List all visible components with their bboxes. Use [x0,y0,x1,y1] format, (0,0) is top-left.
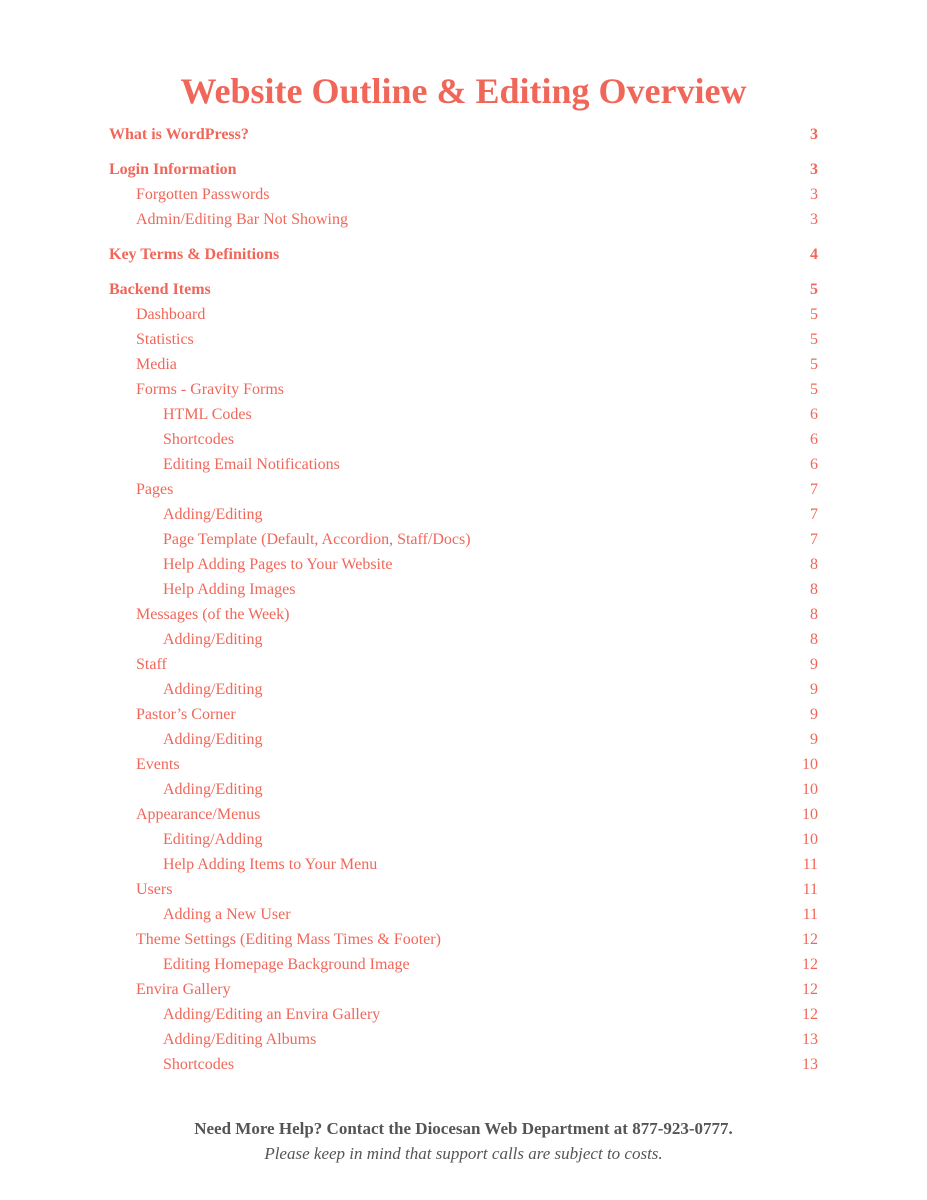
toc-entry-label: Page Template (Default, Accordion, Staff/Docs) [163,531,471,548]
toc-entry[interactable] [109,902,818,927]
toc-entry[interactable] [109,377,818,402]
toc-entry-page-number: 8 [810,556,818,573]
toc-entry-page-number: 7 [810,481,818,498]
toc-entry-page-number: 9 [810,731,818,748]
toc-entry-page-number: 5 [810,331,818,348]
toc-entry-page-number: 10 [802,756,818,773]
toc-entry-page-number: 3 [810,126,818,143]
toc-entry-label: What is WordPress? [109,126,249,143]
toc-entry[interactable] [109,182,818,207]
toc-entry-label: Pages [136,481,174,498]
toc-entry-label: Forms - Gravity Forms [136,381,284,398]
footer [0,1116,927,1166]
toc-entry[interactable] [109,327,818,352]
toc-entry-label: Envira Gallery [136,981,231,998]
toc-entry[interactable] [109,702,818,727]
toc-entry[interactable] [109,777,818,802]
toc-entry-page-number: 10 [802,831,818,848]
toc-entry[interactable] [109,502,818,527]
toc-entry-label: Admin/Editing Bar Not Showing [136,211,348,228]
toc-entry[interactable] [109,477,818,502]
toc-entry-page-number: 11 [802,906,818,923]
toc-entry-label: Backend Items [109,281,211,298]
toc-entry[interactable] [109,1052,818,1077]
toc-entry-label: Appearance/Menus [136,806,261,823]
toc-entry-label: Adding/Editing [163,631,263,648]
table-of-contents [109,122,818,1077]
toc-entry[interactable] [109,527,818,552]
toc-entry[interactable] [109,207,818,232]
toc-entry[interactable] [109,427,818,452]
toc-entry-label: Media [136,356,177,373]
toc-entry-label: Theme Settings (Editing Mass Times & Footer) [136,931,441,948]
toc-entry[interactable] [109,652,818,677]
toc-entry[interactable] [109,827,818,852]
toc-entry[interactable] [109,977,818,1002]
toc-entry[interactable] [109,157,818,182]
toc-entry[interactable] [109,577,818,602]
toc-entry[interactable] [109,452,818,477]
toc-entry[interactable] [109,552,818,577]
toc-entry-label: Staff [136,656,167,673]
toc-entry-label: Adding/Editing [163,506,263,523]
toc-entry-label: HTML Codes [163,406,252,423]
toc-entry-page-number: 5 [810,306,818,323]
toc-entry[interactable] [109,1002,818,1027]
toc-entry-page-number: 13 [802,1031,818,1048]
toc-entry-page-number: 3 [810,161,818,178]
toc-entry-page-number: 9 [810,706,818,723]
toc-entry-label: Forgotten Passwords [136,186,270,203]
toc-entry-label: Users [136,881,173,898]
toc-entry-label: Key Terms & Definitions [109,246,280,263]
toc-entry-label: Help Adding Images [163,581,296,598]
toc-entry-page-number: 6 [810,456,818,473]
toc-entry-label: Editing/Adding [163,831,263,848]
toc-entry-label: Adding/Editing [163,781,263,798]
toc-entry-page-number: 13 [802,1056,818,1073]
toc-entry[interactable] [109,752,818,777]
toc-entry[interactable] [109,877,818,902]
toc-entry-label: Editing Email Notifications [163,456,340,473]
toc-entry[interactable] [109,677,818,702]
toc-entry-page-number: 8 [810,606,818,623]
toc-entry-label: Events [136,756,180,773]
toc-entry-page-number: 8 [810,631,818,648]
toc-entry[interactable] [109,302,818,327]
toc-entry-label: Adding/Editing Albums [163,1031,317,1048]
toc-entry[interactable] [109,627,818,652]
toc-entry-page-number: 12 [802,956,818,973]
toc-entry-page-number: 8 [810,581,818,598]
toc-entry[interactable] [109,277,818,302]
toc-entry-page-number: 12 [802,931,818,948]
toc-entry-page-number: 7 [810,531,818,548]
toc-entry-page-number: 12 [802,1006,818,1023]
toc-entry-page-number: 10 [802,806,818,823]
toc-entry-page-number: 6 [810,406,818,423]
toc-entry-page-number: 9 [810,681,818,698]
toc-entry[interactable] [109,352,818,377]
toc-entry-page-number: 4 [810,246,818,263]
toc-entry-page-number: 12 [802,981,818,998]
toc-entry[interactable] [109,602,818,627]
toc-entry-label: Shortcodes [163,431,235,448]
toc-entry-label: Help Adding Pages to Your Website [163,556,393,573]
toc-entry[interactable] [109,927,818,952]
toc-entry-page-number: 11 [802,881,818,898]
toc-entry-label: Adding/Editing [163,681,263,698]
toc-entry-label: Shortcodes [163,1056,235,1073]
toc-entry-page-number: 9 [810,656,818,673]
toc-entry-page-number: 5 [810,281,818,298]
toc-entry-page-number: 7 [810,506,818,523]
toc-entry[interactable] [109,1027,818,1052]
toc-entry-page-number: 6 [810,431,818,448]
toc-entry-label: Editing Homepage Background Image [163,956,410,973]
toc-entry-label: Statistics [136,331,194,348]
toc-entry-label: Adding/Editing [163,731,263,748]
toc-entry-label: Dashboard [136,306,206,323]
toc-entry-label: Messages (of the Week) [136,606,290,623]
footer-help-text: Need More Help? Contact the Diocesan Web Department at 877-923-0777. [194,1119,733,1138]
toc-entry-label: Help Adding Items to Your Menu [163,856,378,873]
toc-entry-label: Login Information [109,161,237,178]
toc-entry-label: Adding/Editing an Envira Gallery [163,1006,381,1023]
toc-entry-page-number: 3 [810,211,818,228]
toc-entry[interactable] [109,122,818,147]
toc-entry-label: Pastor’s Corner [136,706,236,723]
toc-entry-page-number: 5 [810,381,818,398]
toc-entry-page-number: 5 [810,356,818,373]
toc-entry[interactable] [109,852,818,877]
footer-note: Please keep in mind that support calls are subject to costs. [264,1144,663,1163]
toc-entry[interactable] [109,802,818,827]
toc-entry[interactable] [109,242,818,267]
toc-entry[interactable] [109,727,818,752]
page-title: Website Outline & Editing Overview [180,71,747,112]
toc-entry[interactable] [109,952,818,977]
toc-entry-page-number: 10 [802,781,818,798]
toc-entry-page-number: 3 [810,186,818,203]
toc-entry[interactable] [109,402,818,427]
toc-entry-page-number: 11 [802,856,818,873]
toc-entry-label: Adding a New User [163,906,291,923]
